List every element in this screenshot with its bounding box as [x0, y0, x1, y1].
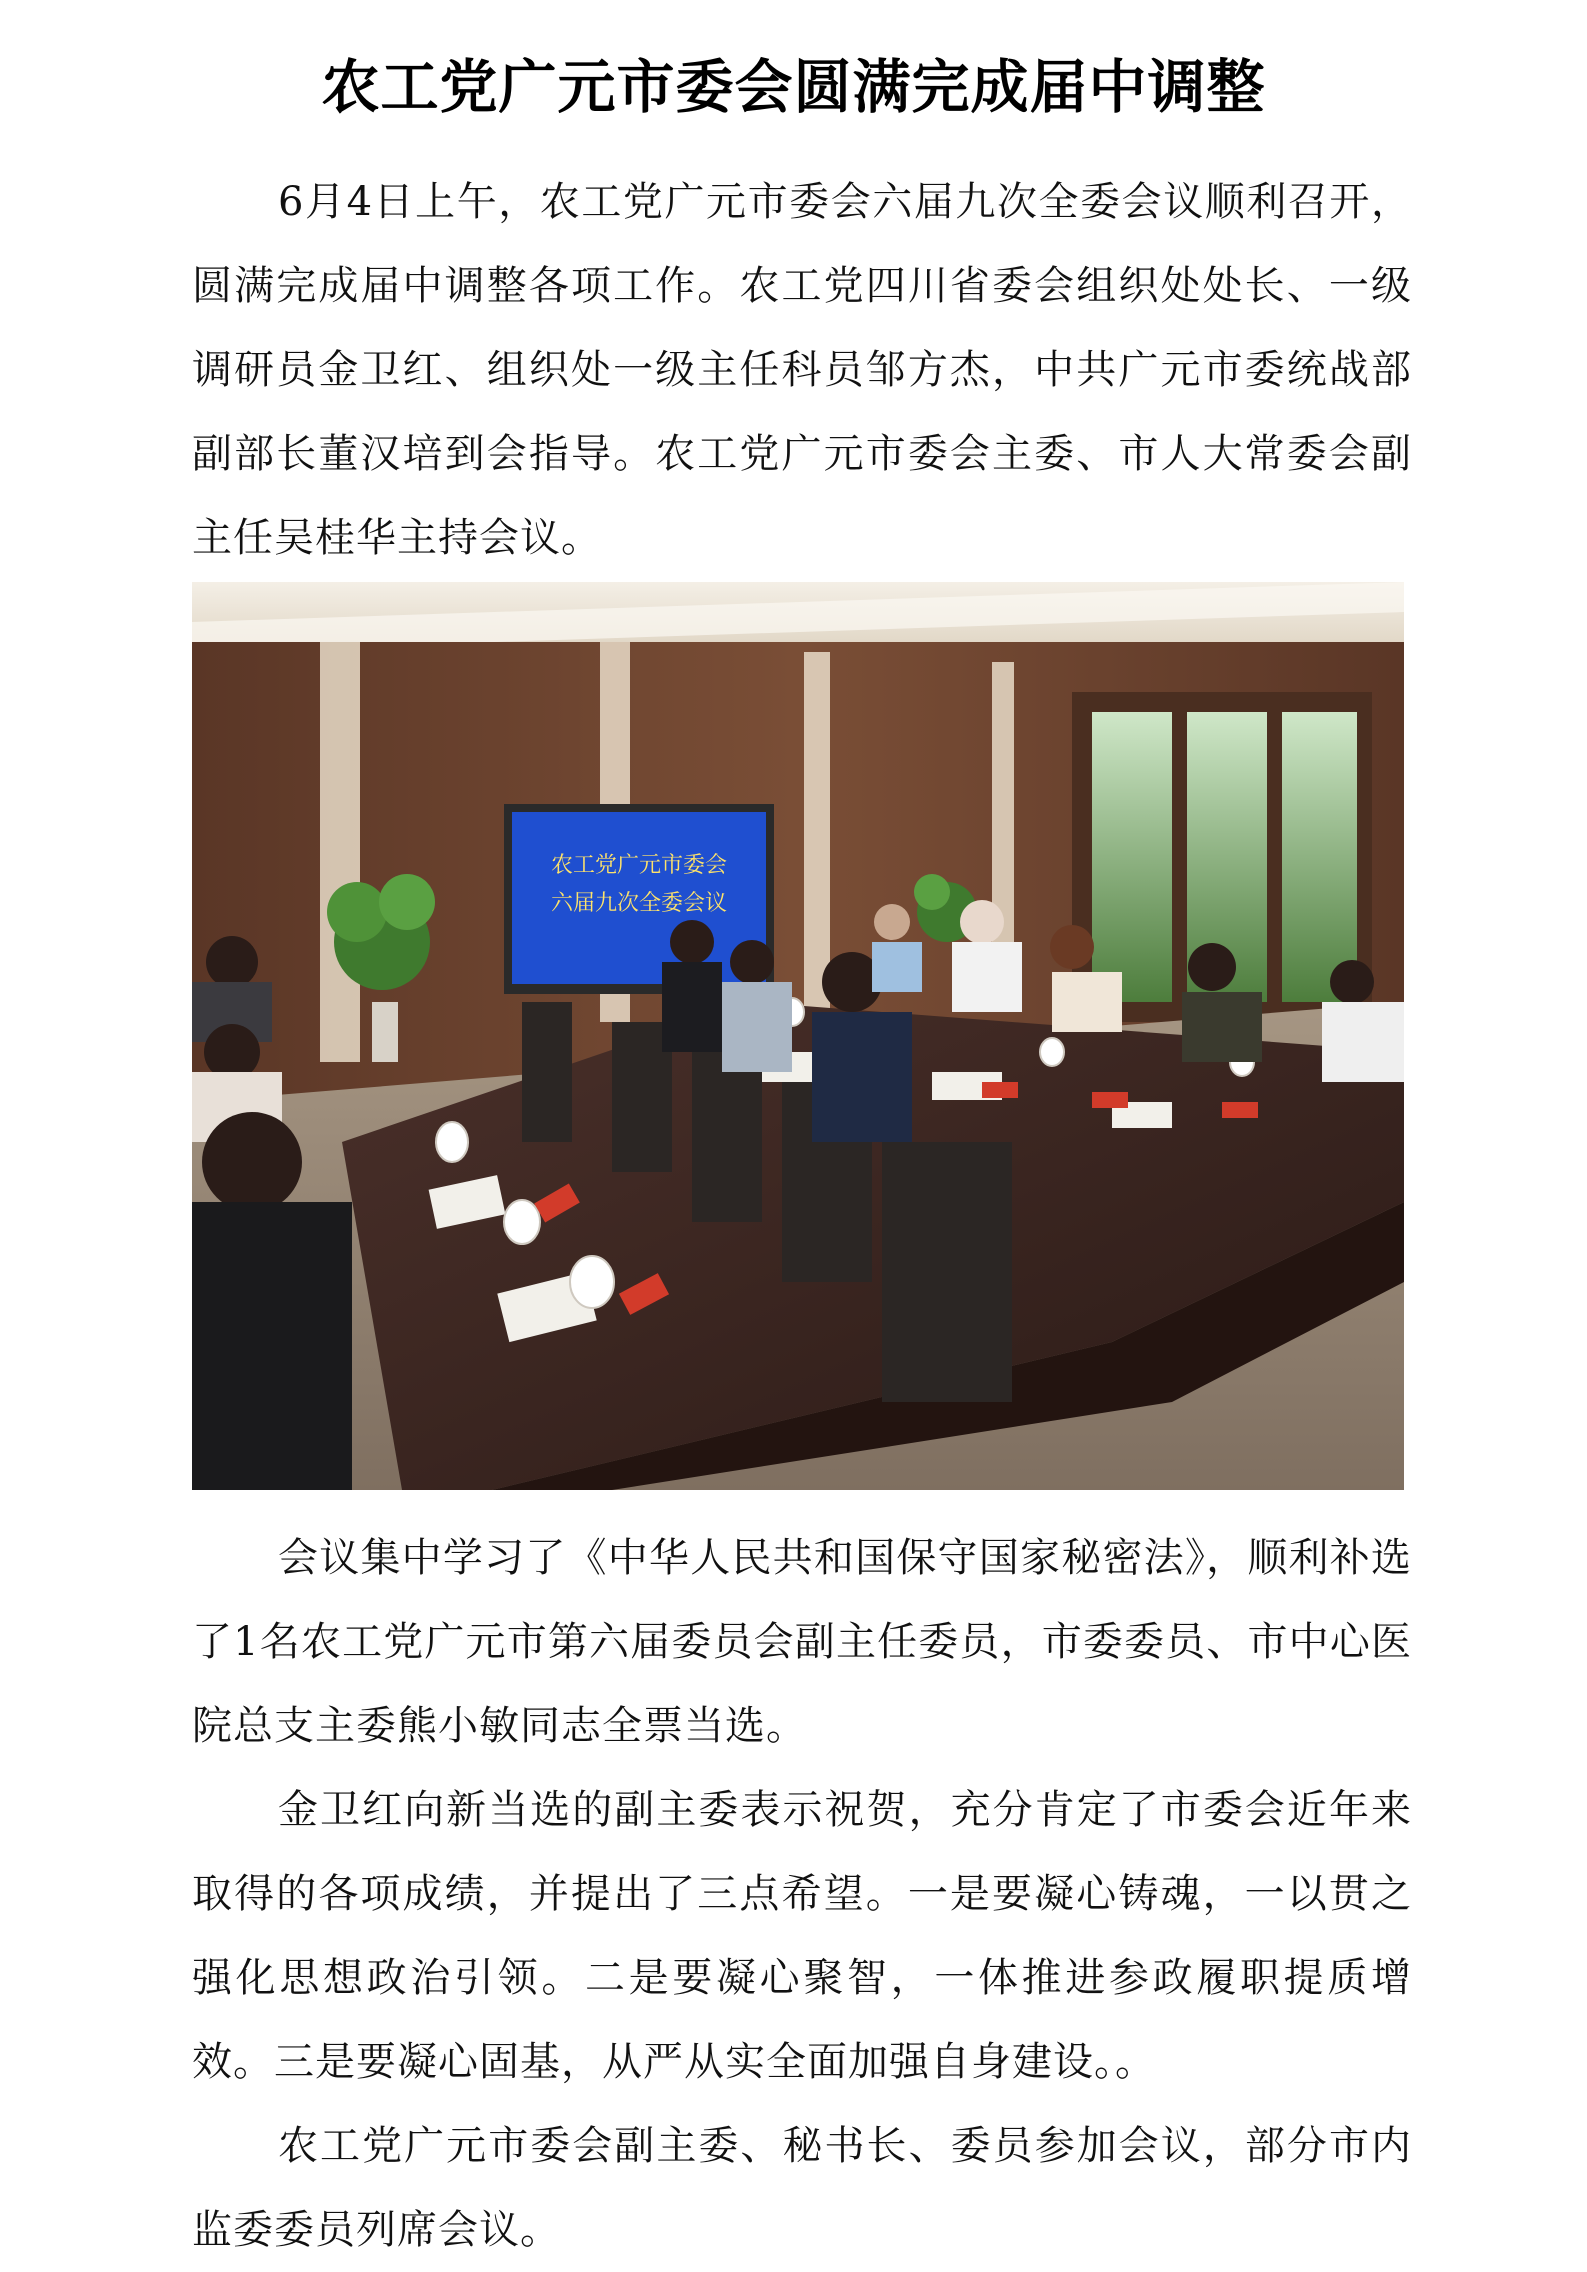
paragraph-1: 6月4日上午，农工党广元市委会六届九次全委会议顺利召开，圆满完成届中调整各项工作。农工党四川省委会组织处处长、一级调研员金卫红、组织处一级主任科员邹方杰，中共广元市委统战部副部长董汉培到会指导。农工党广元市委会主委、市人大常委会副主任吴桂华主持会议。 [192, 179, 1412, 561]
meeting-photo [192, 582, 1404, 1490]
meeting-photo-illustration [192, 582, 1404, 1490]
paragraph-2: 会议集中学习了《中华人民共和国保守国家秘密法》，顺利补选了1名农工党广元市第六届委员会副主任委员，市委委员、市中心医院总支主委熊小敏同志全票当选。 [192, 1535, 1412, 1749]
screen-text-line-2: 六届九次全委会议 [550, 891, 728, 916]
article-title: 农工党广元市委会圆满完成届中调整 [321, 52, 1266, 121]
screen-text-line-1: 农工党广元市委会 [550, 853, 728, 878]
paragraph-3: 金卫红向新当选的副主委表示祝贺，充分肯定了市委会近年来取得的各项成绩，并提出了三点希望。一是要凝心铸魂，一以贯之强化思想政治引领。二是要凝心聚智，一体推进参政履职提质增效。三是要凝心固基，从严从实全面加强自身建设。。 [192, 1787, 1412, 2085]
paragraph-4: 农工党广元市委会副主委、秘书长、委员参加会议，部分市内监委委员列席会议。 [192, 2123, 1412, 2253]
